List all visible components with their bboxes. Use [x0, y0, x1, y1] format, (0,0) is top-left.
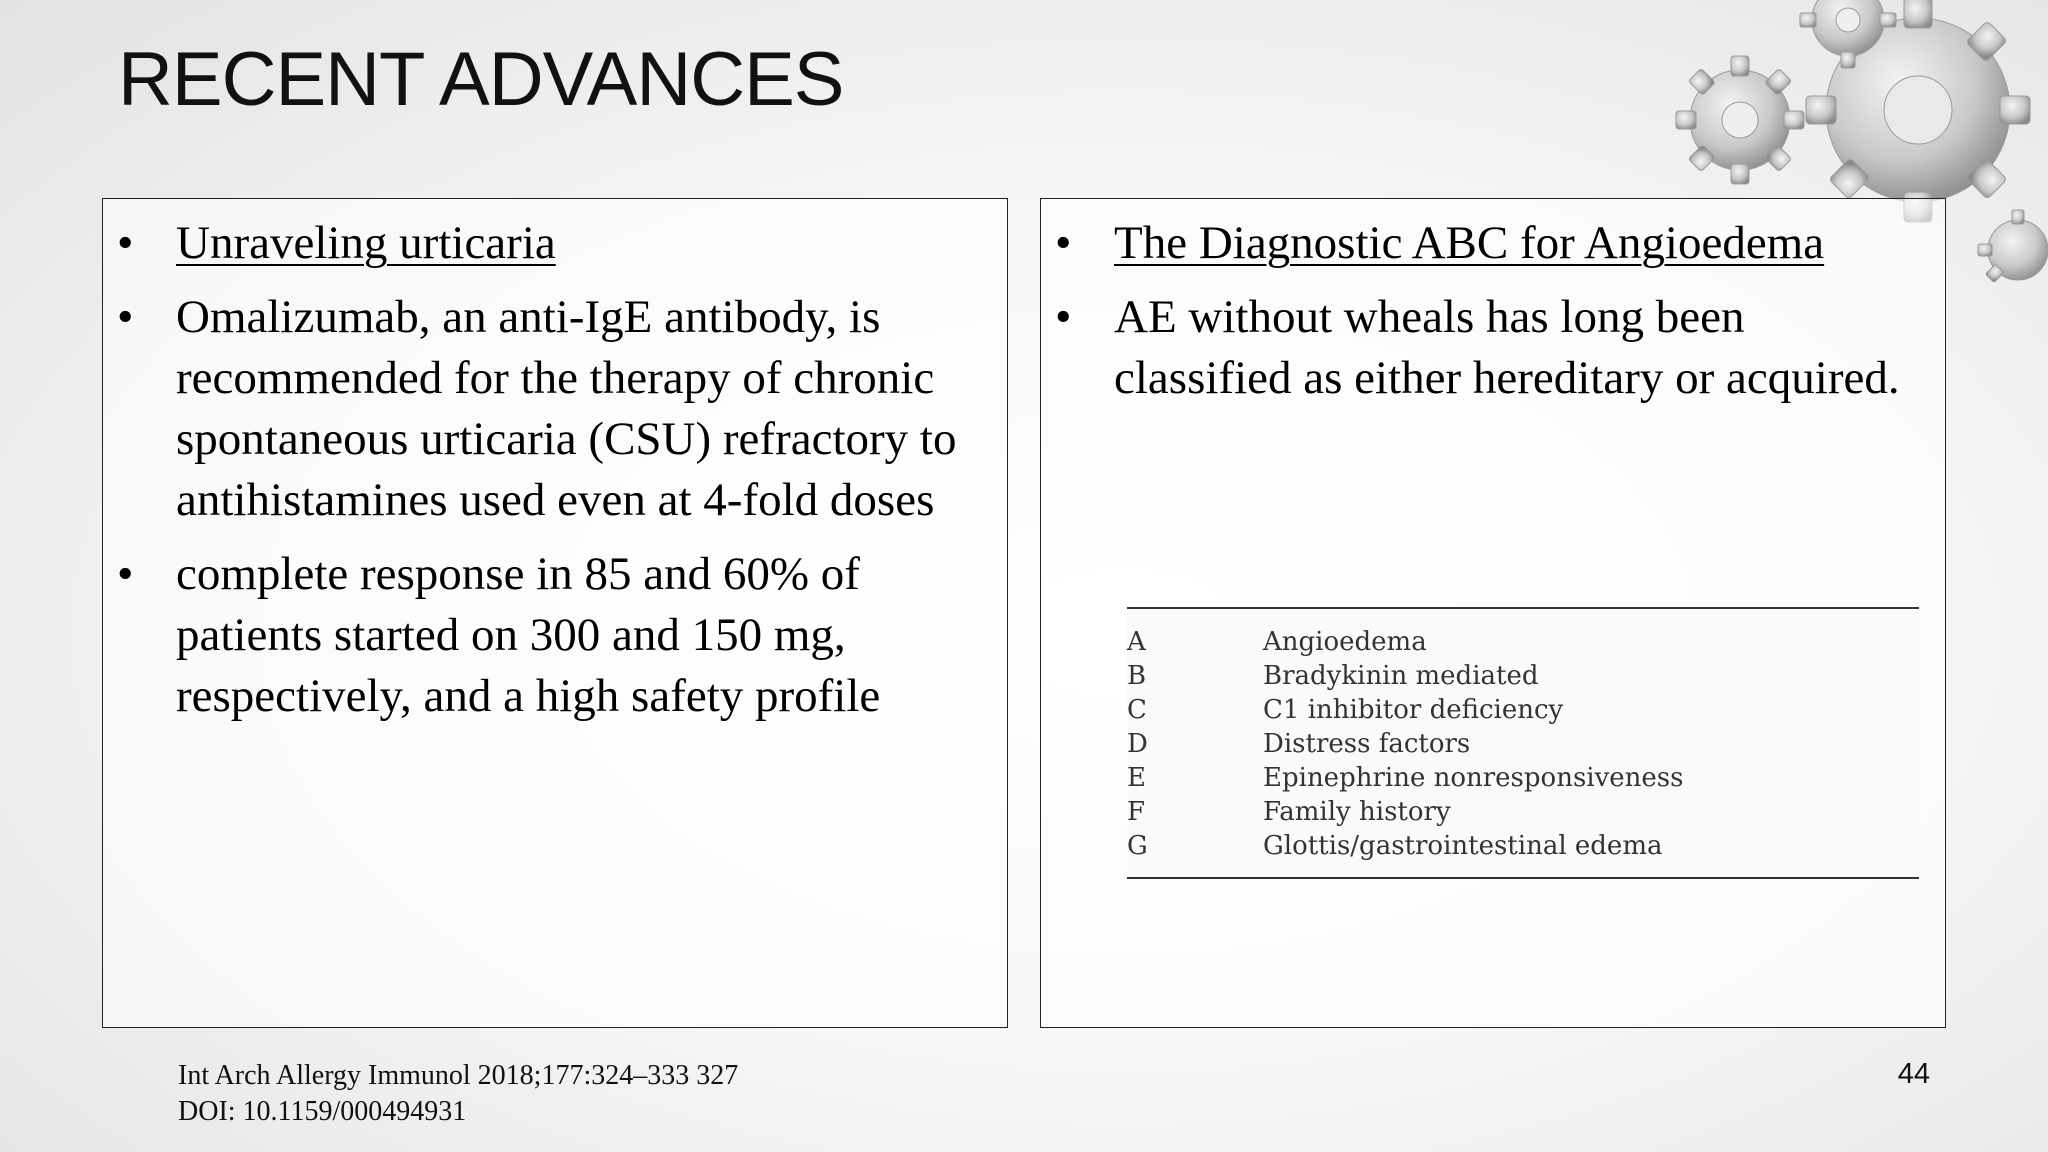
- right-bullet-list: [1041, 213, 1945, 422]
- abc-letter: E: [1127, 763, 1146, 793]
- abc-letter: G: [1127, 831, 1148, 861]
- left-heading-text: Unraveling urticaria: [176, 217, 556, 269]
- bullet-glyph: •: [117, 291, 134, 343]
- abc-letter: F: [1127, 797, 1146, 827]
- bullet-text: AE without wheals has long been classified as either hereditary or acquired.: [1114, 291, 1900, 404]
- bullet-text: complete response in 85 and 60% of patients started on 300 and 150 mg, respectively, and a high safety profile: [176, 548, 881, 722]
- abc-term: C1 inhibitor deficiency: [1263, 695, 1564, 725]
- table-row: [1127, 727, 1919, 761]
- abc-table: [1127, 607, 1919, 879]
- page-number: 44: [1897, 1058, 1930, 1090]
- list-item: [1041, 287, 1945, 409]
- table-row: [1127, 693, 1919, 727]
- table-row: [1127, 829, 1919, 863]
- left-content-box: [102, 198, 1008, 1028]
- abc-term: Family history: [1263, 797, 1451, 827]
- reference-citation: [178, 1058, 738, 1130]
- left-bullet-list: [103, 213, 1007, 740]
- bullet-glyph: •: [1055, 217, 1072, 269]
- bullet-glyph: •: [1055, 291, 1072, 343]
- reference-line-2: DOI: 10.1159/000494931: [178, 1096, 467, 1127]
- abc-letter: C: [1127, 695, 1147, 725]
- abc-term: Glottis/gastrointestinal edema: [1263, 831, 1663, 861]
- abc-letter: D: [1127, 729, 1148, 759]
- abc-term: Distress factors: [1263, 729, 1471, 759]
- bullet-glyph: •: [117, 217, 134, 269]
- bullet-glyph: •: [117, 548, 134, 600]
- abc-term: Epinephrine nonresponsiveness: [1263, 763, 1684, 793]
- abc-letter: A: [1127, 627, 1146, 657]
- slide-title: RECENT ADVANCES: [118, 37, 844, 122]
- list-item: [1041, 213, 1945, 274]
- abc-letter: B: [1127, 661, 1147, 691]
- table-row: [1127, 761, 1919, 795]
- table-row: [1127, 659, 1919, 693]
- right-heading-text: The Diagnostic ABC for Angioedema: [1114, 217, 1825, 269]
- reference-line-1: Int Arch Allergy Immunol 2018;177:324–333 327: [178, 1060, 739, 1091]
- right-content-box: [1040, 198, 1946, 1028]
- table-row: [1127, 625, 1919, 659]
- abc-term: Angioedema: [1263, 627, 1427, 657]
- abc-term: Bradykinin mediated: [1263, 661, 1539, 691]
- table-row: [1127, 795, 1919, 829]
- list-item: [103, 287, 1007, 531]
- list-item: [103, 544, 1007, 727]
- list-item: [103, 213, 1007, 274]
- bullet-text: Omalizumab, an anti-IgE antibody, is recommended for the therapy of chronic spontaneous urticaria (CSU) refractory to antihistamines used even at 4-fold doses: [176, 291, 957, 526]
